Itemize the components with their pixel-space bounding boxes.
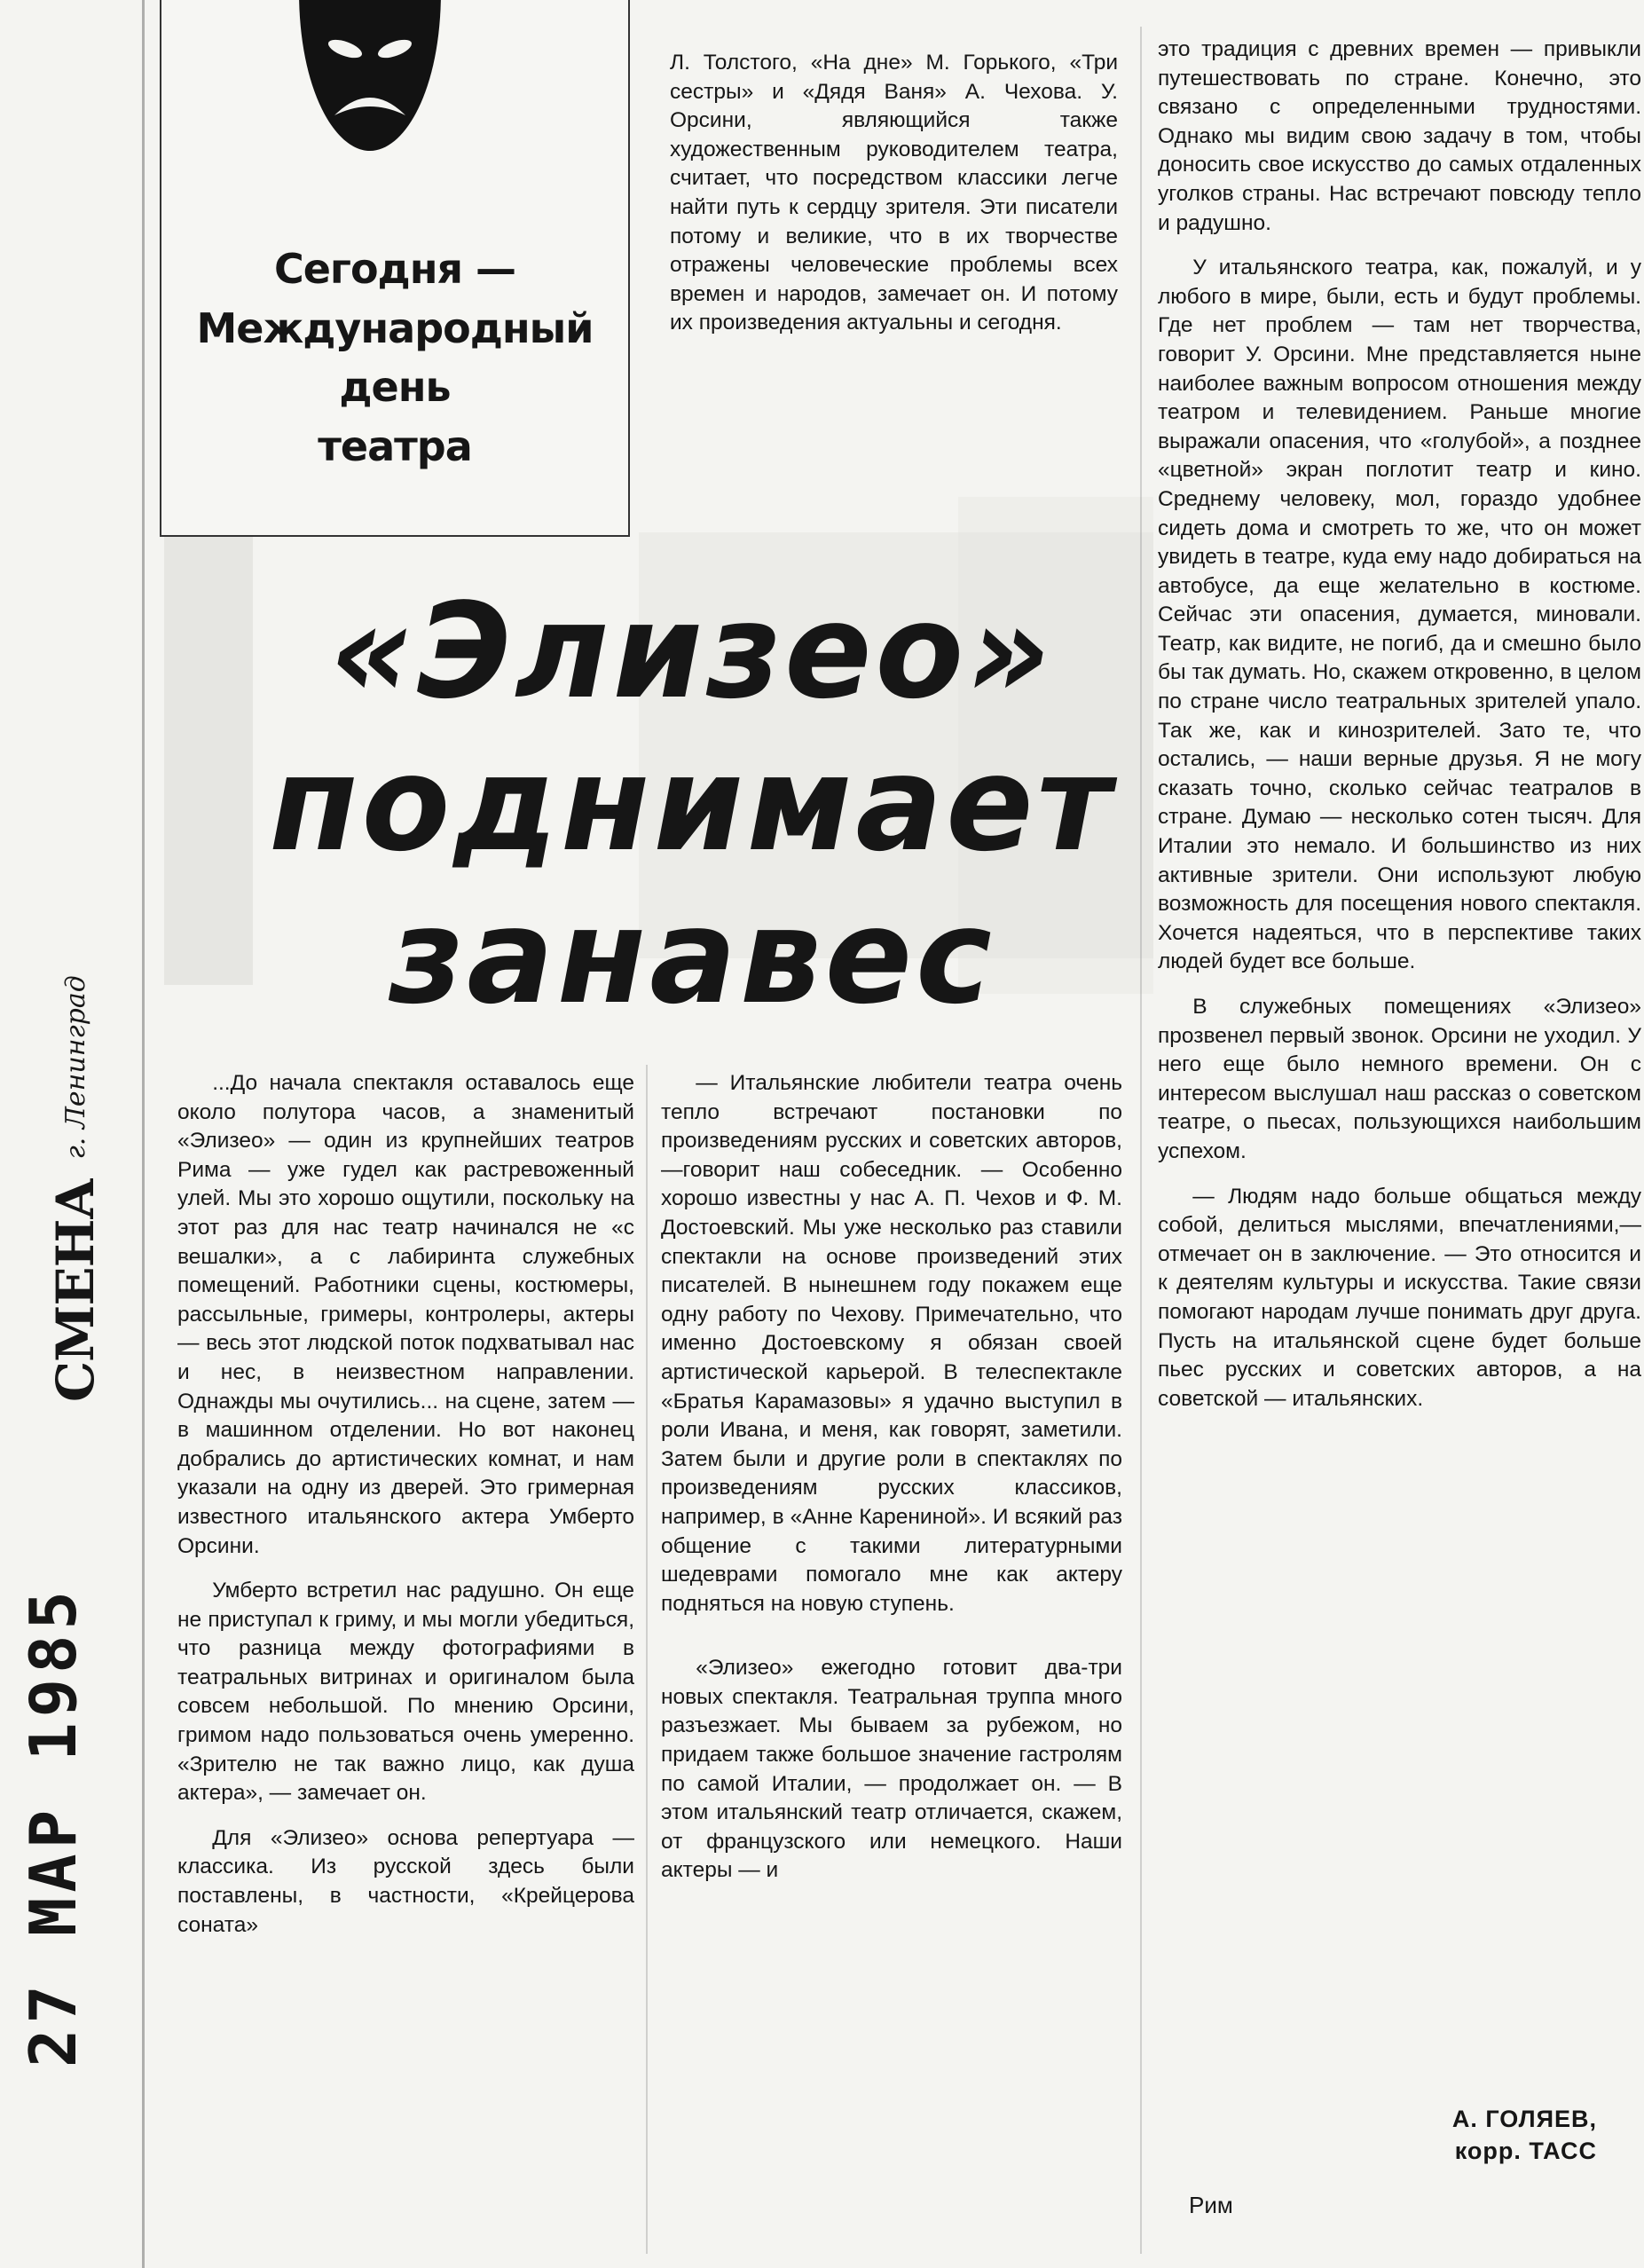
date-stamp-text: 27 МАР 1985	[16, 1586, 90, 2067]
byline	[1304, 2103, 1597, 2167]
article-paragraph: Умберто встретил нас радушно. Он еще не приступал к гриму, и мы могли убедиться, что разница между фотографиями в театральных витринах и оригиналом была совсем небольшой. По мнению Орсини, гримом надо пользоваться очень умеренно. «Зрителю не так важно лицо, как душа актера», — замечает он.	[177, 1579, 634, 1806]
article-paragraph: это традиция с древних времен — привыкли путешествовать по стране. Конечно, это связано с определенными трудностями. Однако мы видим свою задачу в том, чтобы доносить свое искусство до самых отдаленных уголков страны. Нас встречают повсюду тепло и радушно.	[1158, 37, 1641, 235]
clipping-edge	[142, 0, 145, 2268]
theatre-mask-icon	[281, 0, 459, 160]
byline-role: корр. ТАСС	[1454, 2138, 1597, 2164]
article-column-top	[670, 49, 1118, 338]
article-paragraph: «Элизео» ежегодно готовит два-три новых спектакля. Театральная труппа много разъезжает. Мы бываем за рубежом, но придаем также большое значение гастролям по самой Италии, — продолжает он. — В этом итальянский театр отличается, скажем, от французского или немецкого. Наши актеры — и	[661, 1656, 1122, 1883]
theatre-day-line: Сегодня —	[273, 245, 516, 293]
column-rule	[646, 1065, 648, 2254]
article-paragraph: — Итальянские любители театра очень тепло встречают постановки по произведениям русских и советских авторов, —говорит наш собеседник. — Особенно хорошо известны у нас А. П. Чехов и Ф. М. Достоевский. Мы уже несколько раз ставили спектакли на основе произведений этих писателей. В нынешнем году покажем еще одну работу по Чехову. Примечательно, что именно Достоевскому я обязан своей артистической карьерой. В телеспектакле «Братья Карамазовы» я удачно выступил в роли Ивана, и меня, как говорят, заметили. Затем были и другие роли в спектаклях по произведениям русских классиков, например, в «Анне Карениной». И всякий раз общение с такими литературными шедеврами помогало мне как актеру подняться на новую ступень.	[661, 1071, 1122, 1616]
newspaper-masthead	[35, 976, 115, 1402]
theatre-day-line: Международный	[196, 303, 594, 352]
masthead-city: г. Ленинград	[59, 975, 91, 1160]
headline-line: «Элизео»	[329, 575, 1055, 728]
masthead-title: СМЕНА	[45, 1178, 106, 1402]
byline-author: А. ГОЛЯЕВ,	[1451, 2106, 1597, 2132]
byline-place: Рим	[1189, 2192, 1233, 2218]
theatre-day-box	[160, 0, 630, 537]
article-paragraph: ...До начала спектакля оставалось еще около полутора часов, а знаменитый «Элизео» — один из крупнейших театров Рима — уже гудел как растревоженный улей. Мы это хорошо ощутили, поскольку на этот раз для нас театр начинался не «с вешалки», а с лабиринта служебных помещений. Работники сцены, костюмеры, рассыльные, гримеры, контролеры, актеры — весь этот людской поток подхватывал нас и нес, в неизвестном направлении. Однажды мы очутились... на сцене, затем — в машинном отделении. Но вот наконец добрались до артистических комнат, и нам указали на одну из дверей. Это гримерная известного итальянского актера Умберто Орсини.	[177, 1071, 634, 1558]
theatre-day-line: театра	[318, 422, 472, 471]
article-paragraph: — Людям надо больше общаться между собой, делиться мыслями, впечатлениями,— отмечает он в заключение. — Это относится и к деятелям культуры и искусства. Такие связи помогают народам лучше понимать друг друга. Пусть на итальянской сцене будет больше пьес русских и советских авторов, а на советской — итальянских.	[1158, 1184, 1641, 1411]
article-paragraph: Для «Элизео» основа репертуара — классика. Из русской здесь были поставлены, в частности, «Крейцерова соната»	[177, 1825, 634, 1937]
column-rule	[1140, 27, 1142, 2254]
date-stamp	[9, 1429, 98, 2067]
headline-line: занавес	[389, 880, 995, 1033]
article-paragraph: В служебных помещениях «Элизео» прозвенел первый звонок. Орсини не уходил. У него еще было немного времени. Он с интересом выслушал наш рассказ о советском театре, о пьесах, пользующихся наибольшим успехом.	[1158, 995, 1641, 1163]
article-column-1	[177, 1069, 634, 1940]
headline	[232, 575, 1153, 1043]
article-column-2	[661, 1069, 1122, 1886]
article-paragraph: Л. Толстого, «На дне» М. Горького, «Три сестры» и «Дядя Ваня» А. Чехова. У. Орсини, являющийся также художественным руководителем театра, считает, что посредством классики легче найти путь к сердцу зрителя. Эти писатели потому и великие, что в их творчестве отражены человеческие проблемы всех времен и народов, замечает он. И потому их произведения актуальны и сегодня.	[670, 51, 1118, 335]
article-column-3	[1158, 35, 1641, 1414]
headline-line: поднимает	[269, 728, 1115, 880]
theatre-day-line: день	[339, 363, 451, 412]
article-paragraph: У итальянского театра, как, пожалуй, и у любого в мире, были, есть и будут проблемы. Где нет проблем — там нет творчества, говорит У. Орсини. Мне представляется ныне наиболее важным вопросом отношения между театром и телевидением. Раньше многие выражали опасения, что «голубой», а позднее «цветной» экран поглотит театр и кино. Среднему человеку, мол, гораздо удобнее сидеть дома и смотреть то же, что он может увидеть в театре, куда ему надо добираться на автобусе, да еще желательно в костюме. Сейчас эти опасения, думается, миновали. Театр, как видите, не погиб, да и смешно было бы так думать. Но, скажем откровенно, в целом по стране число театральных зрителей упало. Так же, как и кинозрителей. Зато те, что остались, — наши верные друзья. Я не могу сказать точно, сколько сейчас театралов в стране. Думаю — несколько сотен тысяч. Для Италии это немало. И большинство из них активные зрители. Они используют любую возможность для посещения нового спектакля. Хочется надеяться, что в перспективе таких людей будет все больше.	[1158, 256, 1641, 974]
